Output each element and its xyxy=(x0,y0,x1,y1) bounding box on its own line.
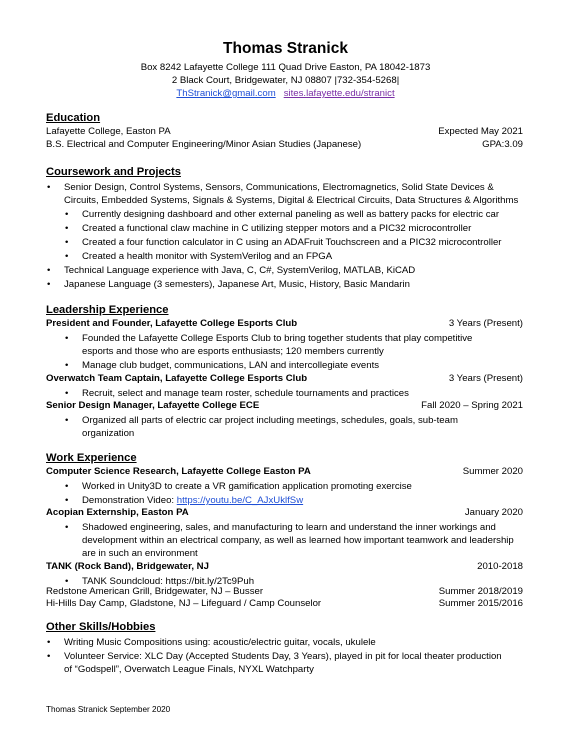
bullet-icon: • xyxy=(65,237,69,248)
address-line-2: 2 Black Court, Bridgewater, NJ 08807 |732-354-5268| xyxy=(171,75,400,86)
address-line-1: Box 8242 Lafayette College 111 Quad Drive Easton, PA 18042-1873 xyxy=(140,62,431,73)
role-duration: 3 Years (Present) xyxy=(448,318,523,329)
resume-name: Thomas Stranick xyxy=(223,40,348,57)
degree: B.S. Electrical and Computer Engineering/Minor Asian Studies (Japanese) xyxy=(46,139,362,150)
bullet-icon: • xyxy=(65,576,69,587)
job-date: January 2020 xyxy=(464,507,523,518)
school-name: Lafayette College, Easton PA xyxy=(46,126,171,137)
bullet-icon: • xyxy=(65,415,69,426)
job-title: Acopian Externship, Easton PA xyxy=(46,507,189,518)
job-date: Summer 2018/2019 xyxy=(438,586,523,597)
section-heading-education: Education xyxy=(46,112,101,124)
bullet-icon: • xyxy=(65,209,69,220)
education-degree-row xyxy=(46,139,523,151)
job-row xyxy=(46,598,523,610)
bullet-icon: • xyxy=(65,388,69,399)
job-row xyxy=(46,507,523,519)
job-date: Summer 2020 xyxy=(462,466,523,477)
bullet-icon: • xyxy=(47,265,51,276)
page-footer: Thomas Stranick September 2020 xyxy=(46,705,171,714)
section-heading-work: Work Experience xyxy=(46,452,137,464)
role-title: Senior Design Manager, Lafayette College ECE xyxy=(46,400,260,411)
resume-page: Thomas Stranick Box 8242 Lafayette College 111 Quad Drive Easton, PA 18042-1873 2 Black Court, Bridgewater, NJ 08807 |732-354-5268| ThStranick@gmail.com sites.lafayette.edu/stranict Education Lafayette College, Easton PA Expected May 2021 B.S. Electrical and Computer Engineering/Minor Asian Studies (Japanese) GPA:3.09 Coursework and Projects • Senior Design, Control Systems, Sensors, Communications, Electromagnetics, Solid State Devices & Circuits, Embedded Systems, Signals & Systems, Digital & Electrical Circuits, Data Structures & Algorithms • Currently designing dashboard and other external paneling as well as battery packs for electric car • Created a functional claw machine in C utilizing stepper motors and a PIC32 microcontroller • Created a four function calculator in C using an ADAFruit Touchscreen and a PIC32 microcontroller • Created a health monitor with SystemVerilog and an FPGA • Technical Language experience with Java, C, C#, SystemVerilog, MATLAB, KiCAD • Japanese Language (3 semesters), Japanese Art, Music, History, Basic Mandarin Leadership Experience President and Founder, Lafayette College Esports Club 3 Years (Present) • Founded the Lafayette College Esports Club to bring together students that play competitive esports and those who are esports enthusiasts; 120 members currently • Manage club budget, communications, LAN and intercollegiate events Overwatch Team Captain, Lafayette College Esports Club 3 Years (Present) • Recruit, select and manage team roster, schedule tournaments and practices Senior Design Manager, Lafayette College ECE Fall 2020 – Spring 2021 • Organized all parts of electric car project including meetings, schedules, goals, sub-team organization Work Experience Computer Science Research, Lafayette College Easton PA Summer 2020 • Worked in Unity3D to create a VR gamification application promoting exercise • Demonstration Video: https://youtu.be/C_AJxUklfSw Acopian Externship, Easton PA January 2020 • Shadowed engineering, sales, and manufacturing to learn and understand the inner workings and development within an electrical company, as well as learned how important teamwork and leadership are in such an environment TANK (Rock Band), Bridgewater, NJ 2010-2018 • TANK Soundcloud: https://bit.ly/2Tc9Puh Redstone American Grill, Bridgewater, NJ – Busser Summer 2018/2019 Hi-Hills Day Camp, Gladstone, NJ – Lifeguard / Camp Counselor Summer 2015/2016 Other Skills/Hobbies • Writing Music Compositions using: acoustic/electric guitar, vocals, ukulele • Volunteer Service: XLC Day (Accepted Students Day, 3 Years), played in pit for local theater production of “Godspell”, Overwatch League Finals, NYXL Watchparty Thomas Stranick September 2020 xyxy=(0,0,571,750)
education-school-row xyxy=(46,126,523,138)
job-title: Hi-Hills Day Camp, Gladstone, NJ – Lifeguard / Camp Counselor xyxy=(46,598,322,609)
role-row xyxy=(46,318,523,330)
job-row xyxy=(46,561,523,573)
demo-video-link[interactable]: https://youtu.be/C_AJxUklfSw xyxy=(176,495,304,506)
website-link[interactable]: sites.lafayette.edu/stranict xyxy=(283,88,395,99)
demo-video-label: Demonstration Video: xyxy=(82,495,177,506)
section-heading-other-skills: Other Skills/Hobbies xyxy=(46,621,156,633)
job-title: Computer Science Research, Lafayette College Easton PA xyxy=(46,466,311,477)
role-row xyxy=(46,373,523,385)
bullet-icon: • xyxy=(65,481,69,492)
section-heading-leadership: Leadership Experience xyxy=(46,304,169,316)
job-date: 2010-2018 xyxy=(477,561,523,572)
gpa: GPA:3.09 xyxy=(482,139,523,150)
role-duration: Fall 2020 – Spring 2021 xyxy=(421,400,523,411)
bullet-icon: • xyxy=(47,182,51,193)
bullet-icon: • xyxy=(65,360,69,371)
bullet-icon: • xyxy=(65,251,69,262)
contact-links xyxy=(0,88,571,99)
job-row xyxy=(46,586,523,598)
role-row xyxy=(46,400,523,412)
job-title: Redstone American Grill, Bridgewater, NJ – Busser xyxy=(46,586,264,597)
bullet-icon: • xyxy=(47,637,51,648)
bullet-icon: • xyxy=(65,223,69,234)
job-date: Summer 2015/2016 xyxy=(438,598,523,609)
bullet-icon: • xyxy=(65,522,69,533)
bullet-icon: • xyxy=(47,651,51,662)
job-row xyxy=(46,466,523,478)
role-duration: 3 Years (Present) xyxy=(448,373,523,384)
email-link[interactable]: ThStranick@gmail.com xyxy=(176,88,276,99)
graduation-date: Expected May 2021 xyxy=(438,126,523,137)
bullet-icon: • xyxy=(65,333,69,344)
section-heading-coursework: Coursework and Projects xyxy=(46,166,181,178)
role-title: Overwatch Team Captain, Lafayette College Esports Club xyxy=(46,373,308,384)
role-title: President and Founder, Lafayette College Esports Club xyxy=(46,318,298,329)
bullet-icon: • xyxy=(47,279,51,290)
bullet-icon: • xyxy=(65,495,69,506)
job-title: TANK (Rock Band), Bridgewater, NJ xyxy=(46,561,209,572)
